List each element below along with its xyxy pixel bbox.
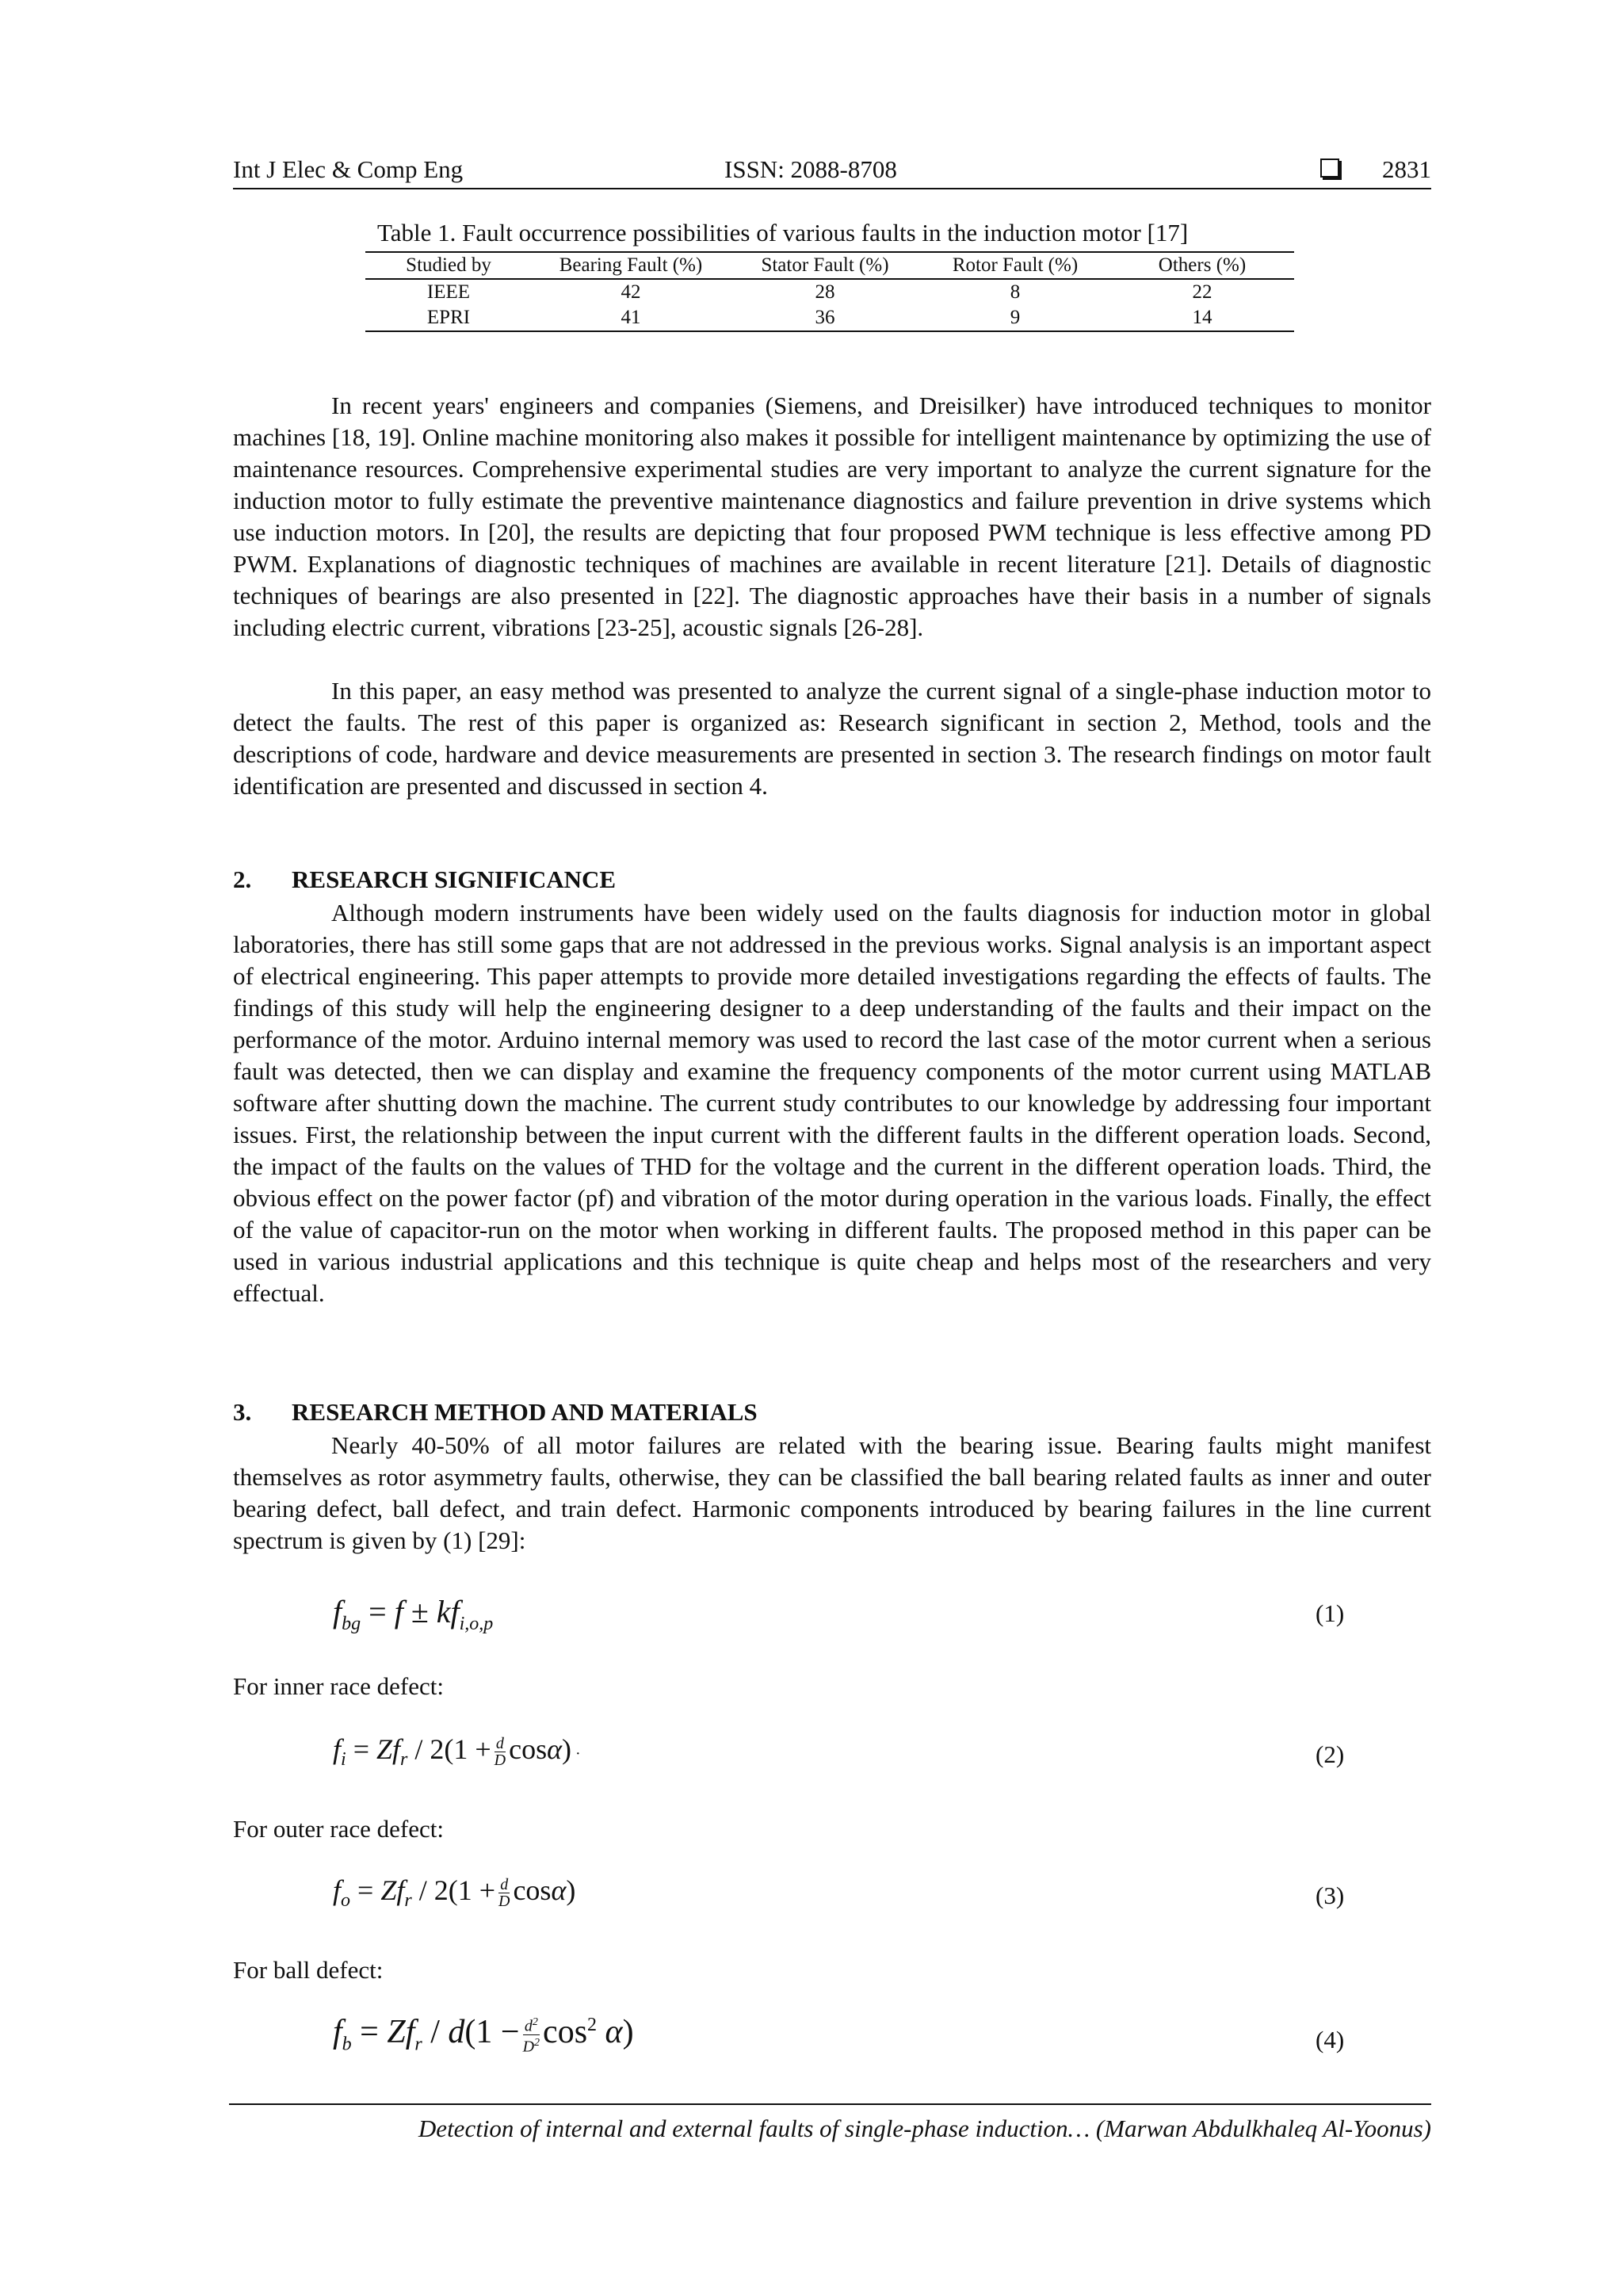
equation-label: For inner race defect: [233, 1672, 444, 1700]
equation-number: (1) [1316, 1599, 1345, 1627]
section-heading: 3. RESEARCH METHOD AND MATERIALS [233, 1398, 758, 1426]
equation-4: $f_b = Zf_r / d(1$ − $\frac{d^2}{D^2}$ $\cos^2 \alpha$) [333, 2014, 634, 2056]
equation-1: $f_{bg} = f \pm kf_{i,o,p}$ [333, 1594, 494, 1634]
table-cell: 42 [621, 281, 641, 303]
paragraph-text: In this paper, an easy method was presented to analyze the current signal of a single-phase induction motor to detect the faults. The rest of this paper is organized as: Research significant in section 2, Method, tools and the descriptions of code, hardware and device measurements are presented in section 3. The research findings on motor fault identification are presented and discussed in section 4. [233, 677, 1431, 800]
paragraph-text: Although modern instruments have been widely used on the faults diagnosis for induction motor in global laboratories, there has still some gaps that are not addressed in the previous works. Signal analysis is an important aspect of electrical engineering. This paper attempts to provide more detailed investigations regarding the effects of faults. The findings of this study will help the engineering designer to a deep understanding of the faults and their impact on the performance of the motor. Arduino internal memory was used to record the last case of the motor current when a serious fault was detected, then we can display and examine the frequency components of the motor current using MATLAB software after shutting down the machine. The current study contributes to our knowledge by addressing four important issues. First, the relationship between the input current with the different faults in the different operation loads. Second, the impact of the faults on the values of THD for the voltage and the current in the different operation loads. Third, the obvious effect on the power factor (pf) and vibration of the motor during operation in the various loads. Finally, the effect of the value of capacitor-run on the motor when working in different faults. The proposed method in this paper can be used in various industrial applications and this technique is quite cheap and helps most of the researchers and very effectual. [233, 899, 1431, 1307]
table-cell: 36 [815, 307, 835, 328]
table-cell: EPRI [426, 307, 471, 328]
footer-rule [229, 2103, 1431, 2105]
section-paragraph [233, 1430, 1431, 1557]
fault-table [365, 251, 1294, 332]
equation-label: For outer race defect: [233, 1815, 444, 1843]
table-caption: Table 1. Fault occurrence possibilities of various faults in the induction motor [17] [377, 219, 1189, 246]
table-cell: IEEE [426, 281, 471, 303]
table-cell: 9 [1010, 307, 1021, 328]
header-rule [233, 188, 1431, 189]
page-number: 2831 [1382, 155, 1431, 183]
running-header [233, 155, 1431, 187]
table-header-cell: Rotor Fault (%) [952, 254, 1079, 276]
journal-name: Int J Elec & Comp Eng [233, 155, 464, 183]
equation-number: (3) [1316, 1881, 1345, 1909]
square-bullet-icon [1320, 159, 1339, 178]
issn: ISSN: 2088-8708 [724, 155, 897, 183]
intro-paragraph [233, 390, 1431, 644]
equation-label: For ball defect: [233, 1956, 384, 1984]
equation-number: (2) [1316, 1740, 1345, 1768]
table-header-cell: Studied by [406, 254, 491, 276]
equation-2: $f_i = Zf_r / 2(1$ + $\frac{d}{D}$ cosα) · [333, 1733, 581, 1771]
table-header-cell: Bearing Fault (%) [559, 254, 703, 276]
paragraph-text: In recent years' engineers and companies (Siemens, and Dreisilker) have introduced techniques to monitor machines [18, 19]. Online machine monitoring also makes it possible for intelligent maintenance by optimizing the use of maintenance resources. Comprehensive experimental studies are very important to analyze the current signature for the induction motor to fully estimate the preventive maintenance diagnostics and failure prevention in drive systems which use induction motors. In [20], the results are depicting that four proposed PWM technique is less effective among PD PWM. Explanations of diagnostic techniques of machines are available in recent literature [21]. Details of diagnostic techniques of bearings are also presented in [22]. The diagnostic approaches have their basis in a number of signals including electric current, vibrations [23-25], acoustic signals [26-28]. [233, 392, 1431, 641]
section-paragraph [233, 897, 1431, 1309]
equation-number: (4) [1316, 2026, 1345, 2053]
table-cell: 41 [621, 307, 641, 328]
table-header-cell: Stator Fault (%) [761, 254, 889, 276]
table-row [365, 279, 1294, 305]
equation-3: $f_o = Zf_r / 2(1$ + $\frac{d}{D}$ cosα) [333, 1874, 576, 1912]
table-cell: 22 [1192, 281, 1212, 303]
section-heading: 2. RESEARCH SIGNIFICANCE [233, 865, 617, 893]
table-header-row [365, 252, 1294, 279]
table-cell: 14 [1192, 307, 1212, 328]
paragraph-text: Nearly 40-50% of all motor failures are related with the bearing issue. Bearing faults might manifest themselves as rotor asymmetry faults, otherwise, they can be classified the ball bearing related faults as inner and outer bearing defect, ball defect, and train defect. Harmonic components introduced by bearing failures in the line current spectrum is given by (1) [29]: [233, 1431, 1431, 1554]
table-cell: 8 [1010, 281, 1021, 303]
table-header-cell: Others (%) [1158, 254, 1247, 276]
table-cell: 28 [815, 281, 835, 303]
intro-paragraph [233, 675, 1431, 802]
running-footer: Detection of internal and external faults of single-phase induction… (Marwan Abdulkhaleq Al-Yoonus) [418, 2115, 1431, 2142]
table-row [365, 305, 1294, 331]
